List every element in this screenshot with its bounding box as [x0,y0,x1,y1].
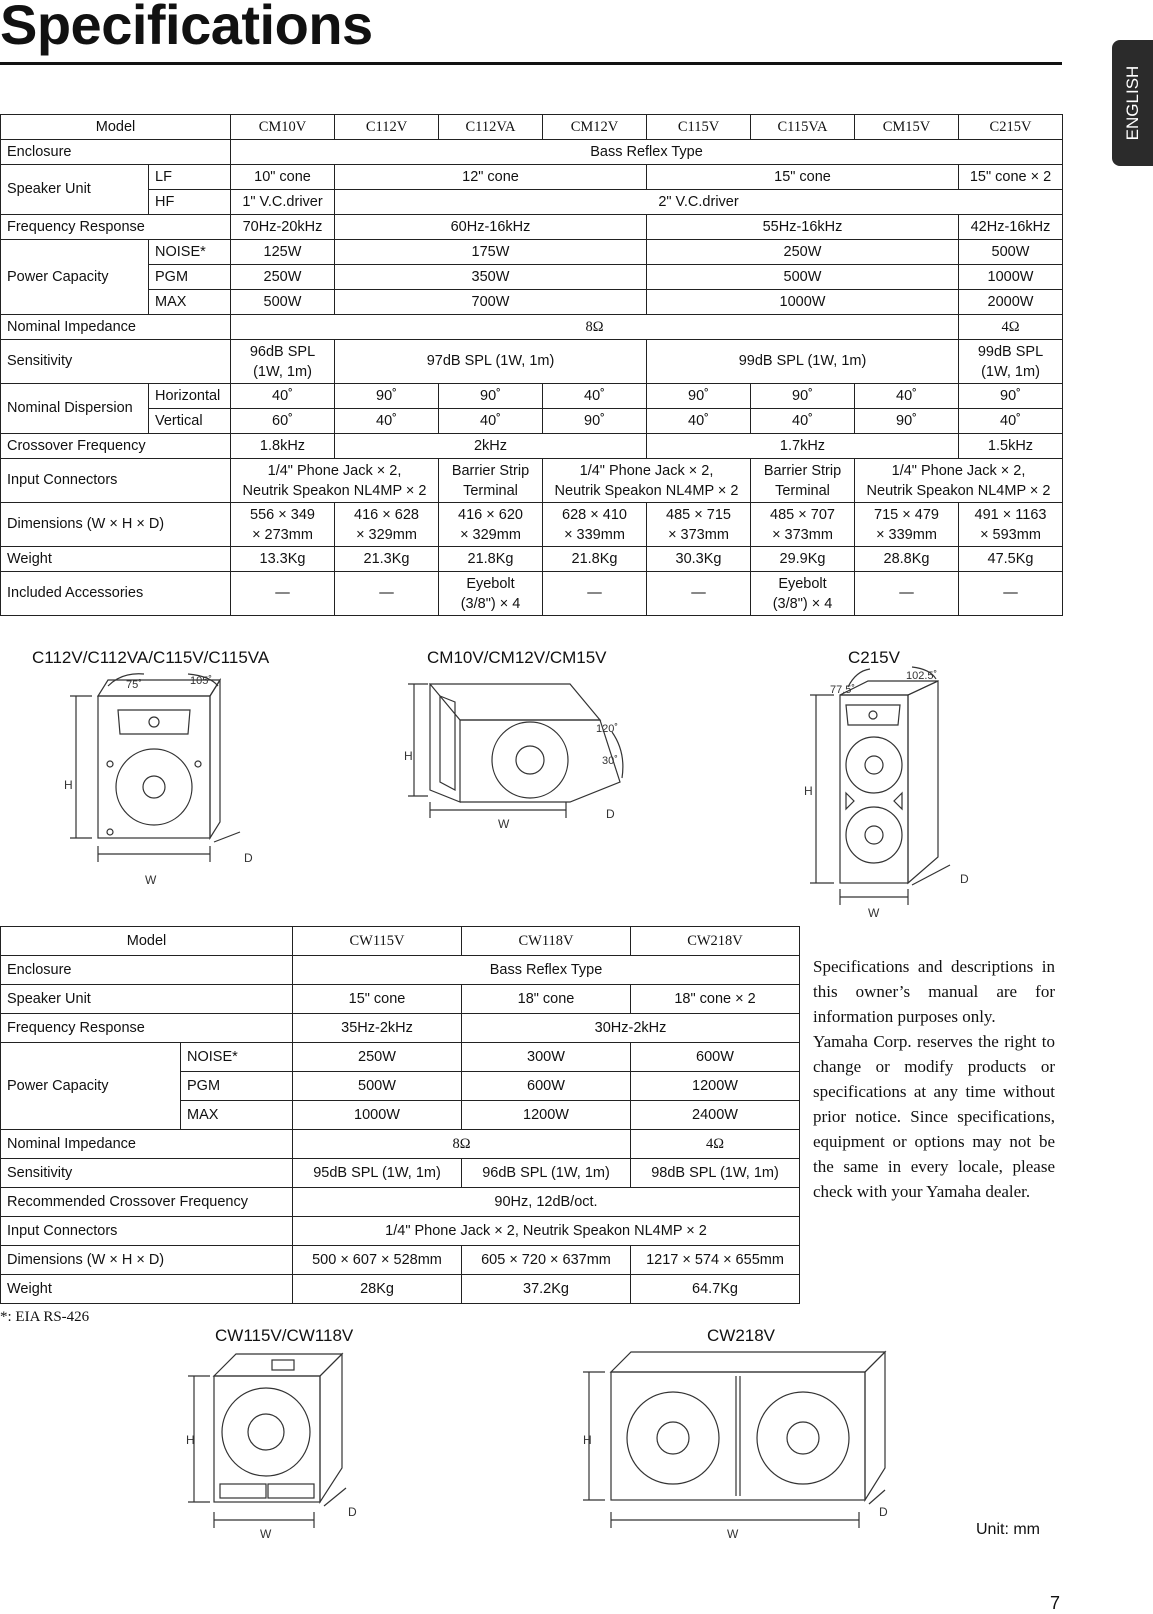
cell: 175W [335,240,647,265]
cell: 12" cone [335,165,647,190]
cell: 90˚ [335,384,439,409]
cell: Barrier Strip Terminal [439,459,543,503]
row-label: Sensitivity [1,340,231,384]
cell: 28.8Kg [855,547,959,572]
cell: 350W [335,265,647,290]
cell: 1000W [959,265,1063,290]
cell: 1/4" Phone Jack × 2, Neutrik Speakon NL4MP × 2 [543,459,751,503]
cell: 628 × 410 × 339mm [543,503,647,547]
table-row [1,190,1063,215]
cell: 28Kg [293,1275,462,1304]
cell: 64.7Kg [631,1275,800,1304]
diagram-h-label: H [804,784,813,798]
table-row [1,1275,800,1304]
cell: 4Ω [631,1130,800,1159]
table-row [1,927,800,956]
footnote: *: EIA RS-426 [0,1309,90,1325]
sub-label: MAX [181,1101,293,1130]
row-label: Input Connectors [1,459,231,503]
subwoofer-diagram-cw115 [180,1348,380,1540]
cell: 40˚ [231,384,335,409]
cell: — [231,572,335,616]
row-label: Recommended Crossover Frequency [1,1188,293,1217]
model-col: CM12V [543,115,647,140]
cell: Eyebolt (3/8") × 4 [751,572,855,616]
diagram-angle-label: 120˚ [596,723,619,735]
cell: 40˚ [543,384,647,409]
row-label: Input Connectors [1,1217,293,1246]
cell: 2" V.C.driver [335,190,1063,215]
speaker-diagram-cm10 [400,672,650,832]
model-header: Model [1,927,293,956]
model-col: C115V [647,115,751,140]
cell: 40˚ [647,409,751,434]
table-row [1,1159,800,1188]
cell: 96dB SPL (1W, 1m) [231,340,335,384]
diagram-d-label: D [879,1505,888,1519]
cell: — [543,572,647,616]
cell: 1/4" Phone Jack × 2, Neutrik Speakon NL4MP × 2 [231,459,439,503]
row-label: Enclosure [1,140,231,165]
title-rule [0,62,1062,65]
diagram-w-label: W [727,1527,739,1540]
cell: Bass Reflex Type [293,956,800,985]
row-label: Dimensions (W × H × D) [1,503,231,547]
diagram-w-label: W [498,817,510,831]
cell: 90˚ [439,384,543,409]
disclaimer-note [813,954,1055,1204]
cell: 605 × 720 × 637mm [462,1246,631,1275]
cell: 1200W [631,1072,800,1101]
cell: 10" cone [231,165,335,190]
cell: 90Hz, 12dB/oct. [293,1188,800,1217]
cell: 40˚ [751,409,855,434]
sub-label: HF [149,190,231,215]
cell: 2000W [959,290,1063,315]
cell: 18" cone [462,985,631,1014]
model-col: CM10V [231,115,335,140]
cell: 99dB SPL (1W, 1m) [647,340,959,384]
table-row [1,240,1063,265]
row-label: Nominal Impedance [1,315,231,340]
row-label: Power Capacity [1,1043,181,1130]
sub-label: MAX [149,290,231,315]
page-title: Specifications [0,0,373,56]
unit-label: Unit: mm [976,1521,1040,1538]
model-col: CW218V [631,927,800,956]
row-label: Frequency Response [1,215,231,240]
model-col: C115VA [751,115,855,140]
cell: 1000W [647,290,959,315]
model-col: CW115V [293,927,462,956]
diagram-title: CM10V/CM12V/CM15V [427,648,607,667]
model-col: CM15V [855,115,959,140]
table-row [1,140,1063,165]
table-row [1,165,1063,190]
model-col: C112VA [439,115,543,140]
cell: 37.2Kg [462,1275,631,1304]
diagram-angle-label: 77.5˚ [830,684,856,696]
cell: 40˚ [335,409,439,434]
cell: 21.8Kg [543,547,647,572]
row-label: Dimensions (W × H × D) [1,1246,293,1275]
cell: 47.5Kg [959,547,1063,572]
subwoofer-diagram-cw218 [575,1348,915,1540]
cell: 500W [231,290,335,315]
cell: Eyebolt (3/8") × 4 [439,572,543,616]
diagram-title: CW115V/CW118V [215,1326,354,1345]
model-header: Model [1,115,231,140]
sub-label: PGM [149,265,231,290]
cell: 491 × 1163 × 593mm [959,503,1063,547]
cell: 15" cone [293,985,462,1014]
cell: 500 × 607 × 528mm [293,1246,462,1275]
row-label: Crossover Frequency [1,434,231,459]
row-label: Weight [1,547,231,572]
cell: 98dB SPL (1W, 1m) [631,1159,800,1188]
cell: 2kHz [335,434,647,459]
diagram-angle-label: 75˚ [126,679,142,691]
diagram-title: C112V/C112VA/C115V/C115VA [32,648,270,667]
diagram-title: C215V [848,648,900,667]
cell: 600W [631,1043,800,1072]
diagram-w-label: W [145,873,157,887]
cell: 40˚ [959,409,1063,434]
cell: 15" cone × 2 [959,165,1063,190]
cell: 21.8Kg [439,547,543,572]
table-row [1,384,1063,409]
cell: — [335,572,439,616]
note-paragraph: Specifications and descriptions in this owner’s manual are for information purposes only. [813,957,1055,1026]
diagram-angle-label: 105˚ [190,675,213,687]
table-row [1,459,1063,503]
table-row [1,340,1063,384]
table-row [1,503,1063,547]
cell: 1.8kHz [231,434,335,459]
page-number: 7 [1050,1593,1061,1613]
cell: 1217 × 574 × 655mm [631,1246,800,1275]
cell: 4Ω [959,315,1063,340]
cell: 70Hz-20kHz [231,215,335,240]
cell: 715 × 479 × 339mm [855,503,959,547]
cell: — [959,572,1063,616]
table-row [1,1217,800,1246]
cell: 55Hz-16kHz [647,215,959,240]
cell: 485 × 715 × 373mm [647,503,751,547]
cell: 90˚ [751,384,855,409]
sub-label: Horizontal [149,384,231,409]
table-row [1,215,1063,240]
sub-label: PGM [181,1072,293,1101]
cell: 125W [231,240,335,265]
cell: 500W [647,265,959,290]
diagram-w-label: W [868,906,880,920]
cell: 2400W [631,1101,800,1130]
table-row [1,290,1063,315]
table-row [1,956,800,985]
cell: 556 × 349 × 273mm [231,503,335,547]
speaker-diagram-c112 [60,672,270,896]
diagram-d-label: D [244,851,253,865]
cell: 95dB SPL (1W, 1m) [293,1159,462,1188]
cell: 42Hz-16kHz [959,215,1063,240]
diagram-w-label: W [260,1527,272,1540]
diagram-angle-label: 30˚ [602,755,618,767]
note-paragraph: Yamaha Corp. reserves the right to change or modify products or specifications at any time without prior notice. Since specifications, equipment or options may not be the same in every locale, please check with your Yamaha dealer. [813,1032,1055,1201]
speaker-diagram-c215 [800,665,1000,920]
diagram-angle-label: 102.5˚ [906,670,938,682]
cell: — [855,572,959,616]
cell: 96dB SPL (1W, 1m) [462,1159,631,1188]
cell: 300W [462,1043,631,1072]
cell: 30Hz-2kHz [462,1014,800,1043]
cell: 250W [647,240,959,265]
cell: 99dB SPL (1W, 1m) [959,340,1063,384]
diagram-title: CW218V [707,1326,776,1345]
diagram-h-label: H [186,1433,195,1447]
row-label: Nominal Impedance [1,1130,293,1159]
cell: Barrier Strip Terminal [751,459,855,503]
cell: 13.3Kg [231,547,335,572]
cell: 600W [462,1072,631,1101]
cell: 416 × 620 × 329mm [439,503,543,547]
cell: 250W [231,265,335,290]
sub-label: Vertical [149,409,231,434]
cell: 60˚ [231,409,335,434]
cell: 40˚ [439,409,543,434]
cell: 15" cone [647,165,959,190]
cell: 250W [293,1043,462,1072]
row-label: Weight [1,1275,293,1304]
spec-table-sub [0,926,800,1304]
table-row [1,434,1063,459]
row-label: Nominal Dispersion [1,384,149,434]
row-label: Included Accessories [1,572,231,616]
table-row [1,315,1063,340]
cell: 21.3Kg [335,547,439,572]
cell: — [647,572,751,616]
cell: 29.9Kg [751,547,855,572]
table-row [1,115,1063,140]
language-tab [1112,40,1153,166]
cell: 700W [335,290,647,315]
row-label: Enclosure [1,956,293,985]
sub-label: NOISE* [149,240,231,265]
cell: 97dB SPL (1W, 1m) [335,340,647,384]
diagram-d-label: D [606,807,615,821]
cell: 1.7kHz [647,434,959,459]
row-label: Frequency Response [1,1014,293,1043]
table-row [1,1043,800,1072]
table-row [1,547,1063,572]
cell: 60Hz-16kHz [335,215,647,240]
sub-label: LF [149,165,231,190]
cell: 90˚ [647,384,751,409]
row-label: Speaker Unit [1,985,293,1014]
diagram-h-label: H [64,778,73,792]
table-row [1,1130,800,1159]
cell: 18" cone × 2 [631,985,800,1014]
cell: 1/4" Phone Jack × 2, Neutrik Speakon NL4MP × 2 [855,459,1063,503]
cell: 90˚ [959,384,1063,409]
table-row [1,409,1063,434]
table-row [1,1014,800,1043]
diagram-d-label: D [348,1505,357,1519]
table-row [1,1246,800,1275]
row-label: Power Capacity [1,240,149,315]
cell: 500W [293,1072,462,1101]
row-label: Sensitivity [1,1159,293,1188]
cell: 1" V.C.driver [231,190,335,215]
cell: 40˚ [855,384,959,409]
cell: 500W [959,240,1063,265]
table-row [1,572,1063,616]
cell: 30.3Kg [647,547,751,572]
cell: 35Hz-2kHz [293,1014,462,1043]
cell: 1/4" Phone Jack × 2, Neutrik Speakon NL4MP × 2 [293,1217,800,1246]
diagram-d-label: D [960,872,969,886]
cell: 416 × 628 × 329mm [335,503,439,547]
table-row [1,985,800,1014]
model-col: CW118V [462,927,631,956]
diagram-h-label: H [404,749,413,763]
spec-table-main [0,114,1063,616]
row-label: Speaker Unit [1,165,149,215]
model-col: C215V [959,115,1063,140]
diagram-h-label: H [583,1433,592,1447]
table-row [1,265,1063,290]
cell: 8Ω [293,1130,631,1159]
cell: 90˚ [855,409,959,434]
table-row [1,1188,800,1217]
language-tab-label: ENGLISH [1122,65,1142,141]
cell: 1000W [293,1101,462,1130]
cell: 8Ω [231,315,959,340]
cell: 485 × 707 × 373mm [751,503,855,547]
model-col: C112V [335,115,439,140]
sub-label: NOISE* [181,1043,293,1072]
cell: Bass Reflex Type [231,140,1063,165]
cell: 90˚ [543,409,647,434]
cell: 1.5kHz [959,434,1063,459]
cell: 1200W [462,1101,631,1130]
